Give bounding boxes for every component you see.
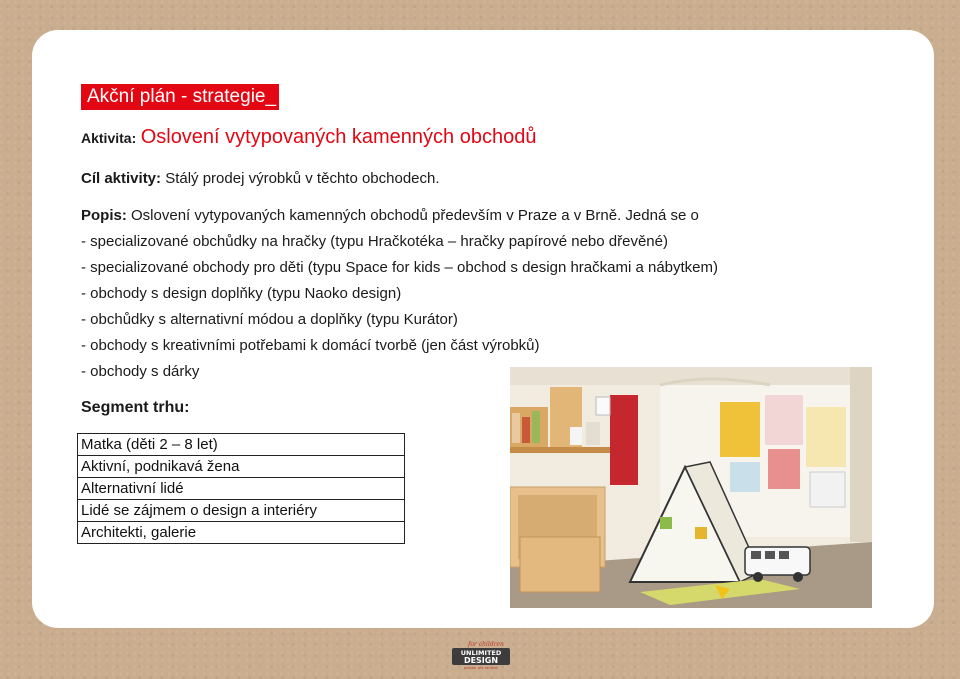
activity-line <box>81 126 536 149</box>
list-item: - obchody s design doplňky (typu Naoko design) <box>81 285 402 302</box>
table-cell: Alternativní lidé <box>78 478 405 500</box>
goal-value: Stálý prodej výrobků v těchto obchodech. <box>161 170 440 187</box>
list-item: - obchody s kreativními potřebami k domácí tvorbě (jen část výrobků) <box>81 337 540 354</box>
table-row <box>78 522 405 544</box>
table-cell: Matka (děti 2 – 8 let) <box>78 434 405 456</box>
logo-tagline: prostor pro fantazii <box>463 666 499 670</box>
logo-line2: DESIGN <box>463 656 499 665</box>
description-intro-line <box>81 206 801 232</box>
table-row <box>78 456 405 478</box>
table-cell: Aktivní, podnikavá žena <box>78 456 405 478</box>
table-row <box>78 478 405 500</box>
slide-title: Akční plán - strategie_ <box>81 84 279 110</box>
goal-line <box>81 170 440 187</box>
description <box>81 206 801 388</box>
description-label: Popis: <box>81 207 127 224</box>
activity-value: Oslovení vytypovaných kamenných obchodů <box>140 126 537 148</box>
list-item: - obchůdky s alternativní módou a doplňky (typu Kurátor) <box>81 311 458 328</box>
list-item: - obchody s dárky <box>81 363 200 380</box>
list-item: - specializované obchůdky na hračky (typu Hračkotéka – hračky papírové nebo dřevěné) <box>81 233 668 250</box>
store-interior-photo <box>510 367 872 608</box>
goal-label: Cíl aktivity: <box>81 170 162 187</box>
activity-label: Aktivita: <box>81 130 137 146</box>
table-row <box>78 500 405 522</box>
logo-top-text: for children <box>468 641 504 648</box>
logo-line1: UNLIMITED <box>460 649 502 657</box>
segment-table <box>77 433 405 544</box>
table-row <box>78 434 405 456</box>
table-cell: Lidé se zájmem o design a interiéry <box>78 500 405 522</box>
table-cell: Architekti, galerie <box>78 522 405 544</box>
segment-heading: Segment trhu: <box>81 399 190 416</box>
unlimited-design-logo <box>448 640 514 670</box>
description-intro: Oslovení vytypovaných kamenných obchodů především v Praze a v Brně. Jedná se o <box>126 207 699 224</box>
list-item: - specializované obchody pro děti (typu Space for kids – obchod s design hračkami a nábytkem) <box>81 259 719 276</box>
